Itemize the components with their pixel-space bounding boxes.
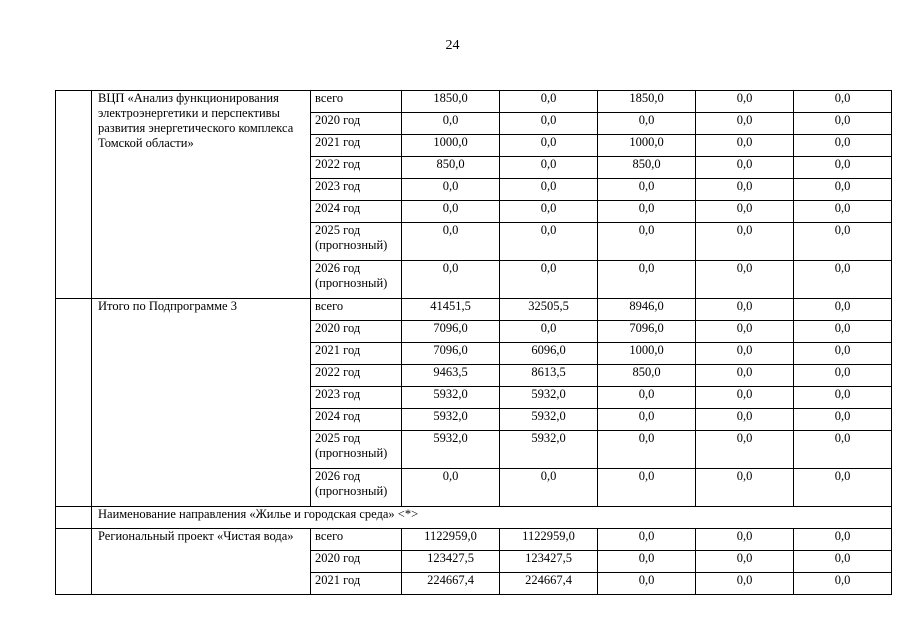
index-cell xyxy=(56,529,92,595)
value-cell: 0,0 xyxy=(794,113,892,135)
value-cell: 9463,5 xyxy=(402,365,500,387)
year-cell: 2024 год xyxy=(311,201,402,223)
value-cell: 8946,0 xyxy=(598,299,696,321)
value-cell: 0,0 xyxy=(794,223,892,261)
value-cell: 0,0 xyxy=(598,223,696,261)
value-cell: 8613,5 xyxy=(500,365,598,387)
year-cell: 2021 год xyxy=(311,573,402,595)
year-cell: 2023 год xyxy=(311,179,402,201)
value-cell: 0,0 xyxy=(500,223,598,261)
value-cell: 1000,0 xyxy=(402,135,500,157)
value-cell: 0,0 xyxy=(402,223,500,261)
value-cell: 0,0 xyxy=(794,387,892,409)
value-cell: 0,0 xyxy=(794,261,892,299)
value-cell: 0,0 xyxy=(598,113,696,135)
value-cell: 0,0 xyxy=(500,91,598,113)
table-body xyxy=(56,91,892,595)
value-cell: 0,0 xyxy=(402,469,500,507)
value-cell: 0,0 xyxy=(696,223,794,261)
value-cell: 0,0 xyxy=(598,529,696,551)
value-cell: 32505,5 xyxy=(500,299,598,321)
value-cell: 850,0 xyxy=(402,157,500,179)
year-cell: 2025 год (прогнозный) xyxy=(311,223,402,261)
value-cell: 0,0 xyxy=(696,201,794,223)
section-heading: Наименование направления «Жилье и городская среда» <*> xyxy=(92,507,892,529)
year-cell: 2022 год xyxy=(311,365,402,387)
value-cell: 0,0 xyxy=(402,179,500,201)
value-cell: 0,0 xyxy=(402,201,500,223)
value-cell: 0,0 xyxy=(500,135,598,157)
value-cell: 0,0 xyxy=(598,551,696,573)
year-cell: всего xyxy=(311,299,402,321)
value-cell: 0,0 xyxy=(402,261,500,299)
value-cell: 0,0 xyxy=(500,469,598,507)
table-row xyxy=(56,299,892,321)
value-cell: 0,0 xyxy=(696,365,794,387)
value-cell: 0,0 xyxy=(696,551,794,573)
value-cell: 0,0 xyxy=(500,201,598,223)
year-cell: всего xyxy=(311,91,402,113)
value-cell: 0,0 xyxy=(794,469,892,507)
program-name: Итого по Подпрограмме 3 xyxy=(92,299,311,507)
value-cell: 0,0 xyxy=(598,573,696,595)
program-name: ВЦП «Анализ функционирования электроэнергетики и перспективы развития энергетического комплекса Томской области» xyxy=(92,91,311,299)
value-cell: 0,0 xyxy=(696,179,794,201)
value-cell: 0,0 xyxy=(696,261,794,299)
value-cell: 5932,0 xyxy=(500,431,598,469)
value-cell: 0,0 xyxy=(794,343,892,365)
program-name: Региональный проект «Чистая вода» xyxy=(92,529,311,595)
value-cell: 1122959,0 xyxy=(500,529,598,551)
year-cell: всего xyxy=(311,529,402,551)
value-cell: 0,0 xyxy=(794,365,892,387)
value-cell: 0,0 xyxy=(696,431,794,469)
value-cell: 224667,4 xyxy=(500,573,598,595)
value-cell: 1122959,0 xyxy=(402,529,500,551)
year-cell: 2026 год (прогнозный) xyxy=(311,469,402,507)
year-cell: 2025 год (прогнозный) xyxy=(311,431,402,469)
year-cell: 2021 год xyxy=(311,343,402,365)
value-cell: 0,0 xyxy=(500,261,598,299)
year-cell: 2023 год xyxy=(311,387,402,409)
value-cell: 7096,0 xyxy=(598,321,696,343)
value-cell: 7096,0 xyxy=(402,321,500,343)
value-cell: 5932,0 xyxy=(500,409,598,431)
value-cell: 224667,4 xyxy=(402,573,500,595)
value-cell: 5932,0 xyxy=(402,409,500,431)
value-cell: 1850,0 xyxy=(598,91,696,113)
value-cell: 1000,0 xyxy=(598,135,696,157)
value-cell: 0,0 xyxy=(794,135,892,157)
value-cell: 0,0 xyxy=(598,387,696,409)
value-cell: 0,0 xyxy=(696,409,794,431)
value-cell: 0,0 xyxy=(696,321,794,343)
value-cell: 0,0 xyxy=(794,201,892,223)
value-cell: 0,0 xyxy=(794,299,892,321)
value-cell: 0,0 xyxy=(696,573,794,595)
page-number: 24 xyxy=(445,38,460,53)
year-cell: 2026 год (прогнозный) xyxy=(311,261,402,299)
value-cell: 0,0 xyxy=(598,261,696,299)
value-cell: 0,0 xyxy=(794,409,892,431)
value-cell: 0,0 xyxy=(500,321,598,343)
value-cell: 0,0 xyxy=(696,135,794,157)
year-cell: 2022 год xyxy=(311,157,402,179)
value-cell: 0,0 xyxy=(794,529,892,551)
value-cell: 0,0 xyxy=(598,469,696,507)
budget-table xyxy=(55,90,892,595)
value-cell: 0,0 xyxy=(598,431,696,469)
value-cell: 1850,0 xyxy=(402,91,500,113)
value-cell: 5932,0 xyxy=(402,431,500,469)
value-cell: 0,0 xyxy=(794,91,892,113)
value-cell: 1000,0 xyxy=(598,343,696,365)
value-cell: 0,0 xyxy=(696,469,794,507)
value-cell: 0,0 xyxy=(402,113,500,135)
value-cell: 123427,5 xyxy=(500,551,598,573)
value-cell: 7096,0 xyxy=(402,343,500,365)
value-cell: 5932,0 xyxy=(402,387,500,409)
value-cell: 123427,5 xyxy=(402,551,500,573)
year-cell: 2024 год xyxy=(311,409,402,431)
value-cell: 0,0 xyxy=(794,157,892,179)
year-cell: 2021 год xyxy=(311,135,402,157)
value-cell: 41451,5 xyxy=(402,299,500,321)
value-cell: 850,0 xyxy=(598,365,696,387)
value-cell: 0,0 xyxy=(500,179,598,201)
value-cell: 0,0 xyxy=(696,529,794,551)
value-cell: 0,0 xyxy=(794,431,892,469)
table-row xyxy=(56,91,892,113)
value-cell: 0,0 xyxy=(696,113,794,135)
year-cell: 2020 год xyxy=(311,113,402,135)
value-cell: 0,0 xyxy=(794,179,892,201)
value-cell: 0,0 xyxy=(598,409,696,431)
value-cell: 0,0 xyxy=(696,387,794,409)
section-heading-row xyxy=(56,507,892,529)
year-cell: 2020 год xyxy=(311,551,402,573)
index-cell xyxy=(56,299,92,507)
value-cell: 0,0 xyxy=(500,157,598,179)
value-cell: 6096,0 xyxy=(500,343,598,365)
index-cell xyxy=(56,91,92,299)
value-cell: 0,0 xyxy=(696,299,794,321)
value-cell: 0,0 xyxy=(598,201,696,223)
value-cell: 0,0 xyxy=(500,113,598,135)
value-cell: 0,0 xyxy=(696,343,794,365)
table-row xyxy=(56,529,892,551)
year-cell: 2020 год xyxy=(311,321,402,343)
value-cell: 850,0 xyxy=(598,157,696,179)
value-cell: 0,0 xyxy=(598,179,696,201)
value-cell: 5932,0 xyxy=(500,387,598,409)
index-cell xyxy=(56,507,92,529)
value-cell: 0,0 xyxy=(794,551,892,573)
value-cell: 0,0 xyxy=(696,91,794,113)
value-cell: 0,0 xyxy=(794,573,892,595)
value-cell: 0,0 xyxy=(696,157,794,179)
value-cell: 0,0 xyxy=(794,321,892,343)
